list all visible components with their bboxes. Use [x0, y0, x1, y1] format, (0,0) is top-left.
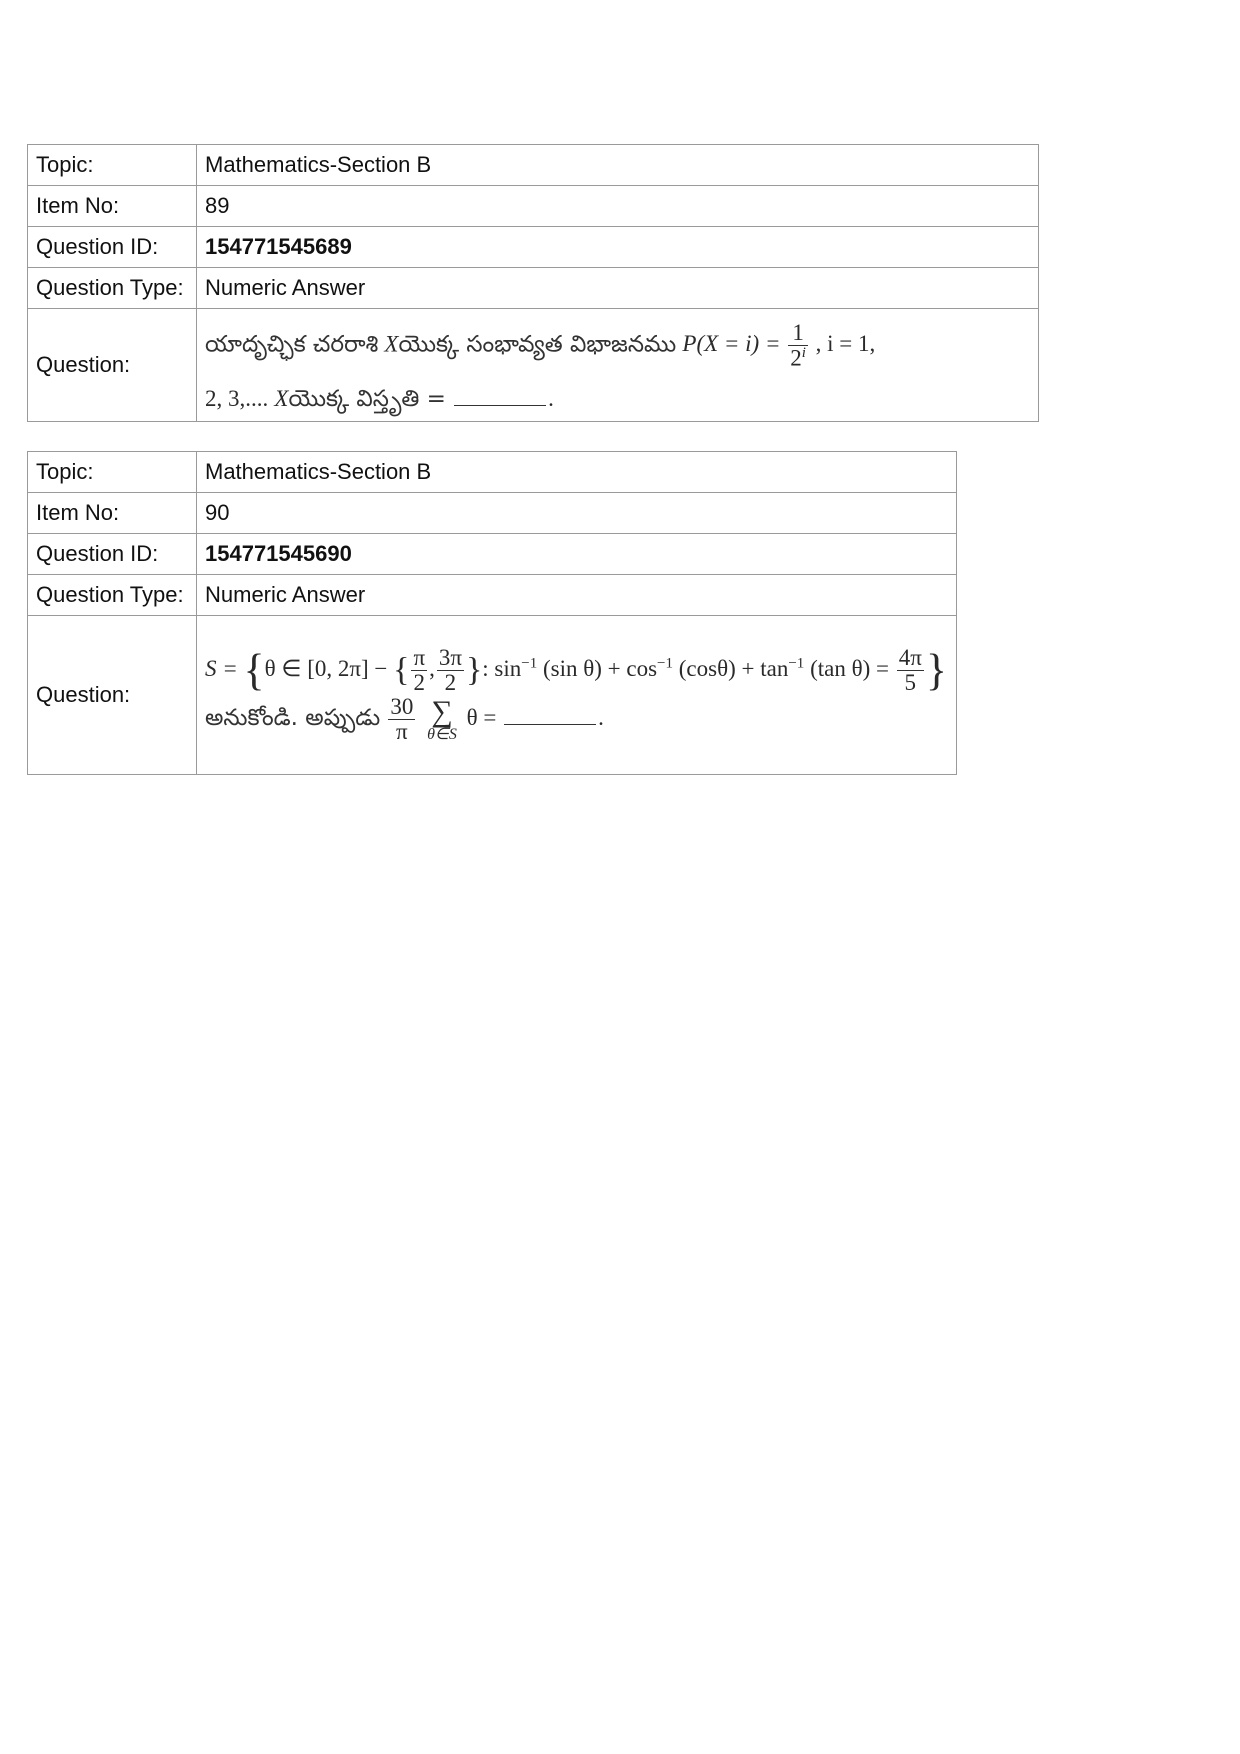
question-line-2	[205, 695, 948, 744]
question-id-label: Question ID:	[28, 227, 197, 268]
math-text: .	[598, 704, 604, 730]
math-text: θ ∈ [0, 2π] −	[264, 655, 388, 681]
fraction-numerator: 1	[788, 321, 808, 346]
summation-index: θ∈S	[427, 725, 457, 743]
fraction	[388, 695, 415, 744]
question-type-row	[28, 268, 1039, 309]
fraction-numerator: 4π	[898, 644, 922, 670]
question-text: యొక్క విస్తృతి =	[288, 385, 446, 412]
open-brace: {	[243, 645, 265, 695]
math-text: (cosθ) + tan	[678, 655, 789, 681]
close-brace: }	[925, 645, 947, 695]
question-line-2	[205, 385, 1030, 414]
probability-expression	[682, 319, 876, 371]
question-id-row	[28, 227, 1039, 268]
question-table-90	[27, 451, 957, 775]
item-no-label: Item No:	[28, 493, 197, 534]
topic-value: Mathematics-Section B	[197, 452, 957, 493]
fraction	[897, 646, 924, 695]
question-type-label: Question Type:	[28, 268, 197, 309]
math-text: θ =	[466, 704, 497, 730]
topic-label: Topic:	[28, 145, 197, 186]
question-id-label: Question ID:	[28, 534, 197, 575]
math-text: , i = 1,	[815, 330, 876, 356]
question-body	[197, 616, 957, 775]
fraction-denominator: 2	[413, 669, 426, 695]
fraction-exponent: i	[801, 344, 806, 361]
question-id-value: 154771545689	[197, 227, 1039, 268]
fraction-denominator: 5	[904, 669, 917, 695]
math-text: ,	[429, 655, 435, 681]
math-text: 2, 3,....	[205, 385, 269, 411]
question-label: Question:	[28, 309, 197, 422]
question-row	[28, 309, 1039, 422]
question-table-89	[27, 144, 1039, 422]
fraction	[437, 646, 464, 695]
math-text: (tan θ) =	[810, 655, 889, 681]
topic-value: Mathematics-Section B	[197, 145, 1039, 186]
open-brace-small: {	[393, 651, 410, 689]
answer-blank	[504, 724, 596, 725]
fraction-denominator: 2	[444, 669, 457, 695]
answer-blank	[454, 405, 546, 406]
topic-row	[28, 452, 957, 493]
question-type-value: Numeric Answer	[197, 268, 1039, 309]
question-line-1	[205, 646, 948, 695]
math-variable: X	[384, 330, 399, 356]
math-text: S =	[205, 655, 238, 681]
question-id-value: 154771545690	[197, 534, 957, 575]
question-line-1	[205, 321, 1030, 371]
topic-label: Topic:	[28, 452, 197, 493]
fraction-numerator: π	[413, 644, 426, 670]
close-brace-small: }	[465, 651, 483, 689]
math-text: : sin	[482, 655, 522, 681]
item-no-row	[28, 493, 957, 534]
item-no-row	[28, 186, 1039, 227]
sigma-symbol: ∑	[431, 694, 453, 728]
question-body	[197, 309, 1039, 422]
question-type-label: Question Type:	[28, 575, 197, 616]
item-no-value: 90	[197, 493, 957, 534]
fraction-numerator: 3π	[438, 644, 462, 670]
inverse-exponent: −1	[788, 654, 805, 671]
math-text: .	[548, 385, 554, 411]
summation	[427, 694, 457, 743]
fraction	[788, 321, 808, 371]
item-no-label: Item No:	[28, 186, 197, 227]
inverse-exponent: −1	[521, 654, 538, 671]
math-text: P(X = i) =	[682, 330, 781, 356]
item-no-value: 89	[197, 186, 1039, 227]
question-row	[28, 616, 957, 775]
question-text: అనుకోండి. అప్పుడు	[205, 704, 381, 731]
math-variable: X	[274, 385, 289, 411]
question-text: యొక్క సంభావ్యత విభాజనము	[398, 330, 677, 357]
question-id-row	[28, 534, 957, 575]
fraction-base: 2	[790, 345, 802, 371]
sum-expression	[386, 694, 604, 745]
math-text: (sin θ) + cos	[542, 655, 658, 681]
question-type-row	[28, 575, 957, 616]
inverse-exponent: −1	[657, 654, 674, 671]
fraction-denominator: π	[396, 719, 408, 745]
fraction	[411, 646, 427, 695]
topic-row	[28, 145, 1039, 186]
fraction-numerator: 30	[390, 694, 414, 719]
question-text: యాదృచ్ఛిక చరరాశి	[205, 330, 379, 357]
question-type-value: Numeric Answer	[197, 575, 957, 616]
question-label: Question:	[28, 616, 197, 775]
fraction-denominator	[788, 346, 808, 371]
